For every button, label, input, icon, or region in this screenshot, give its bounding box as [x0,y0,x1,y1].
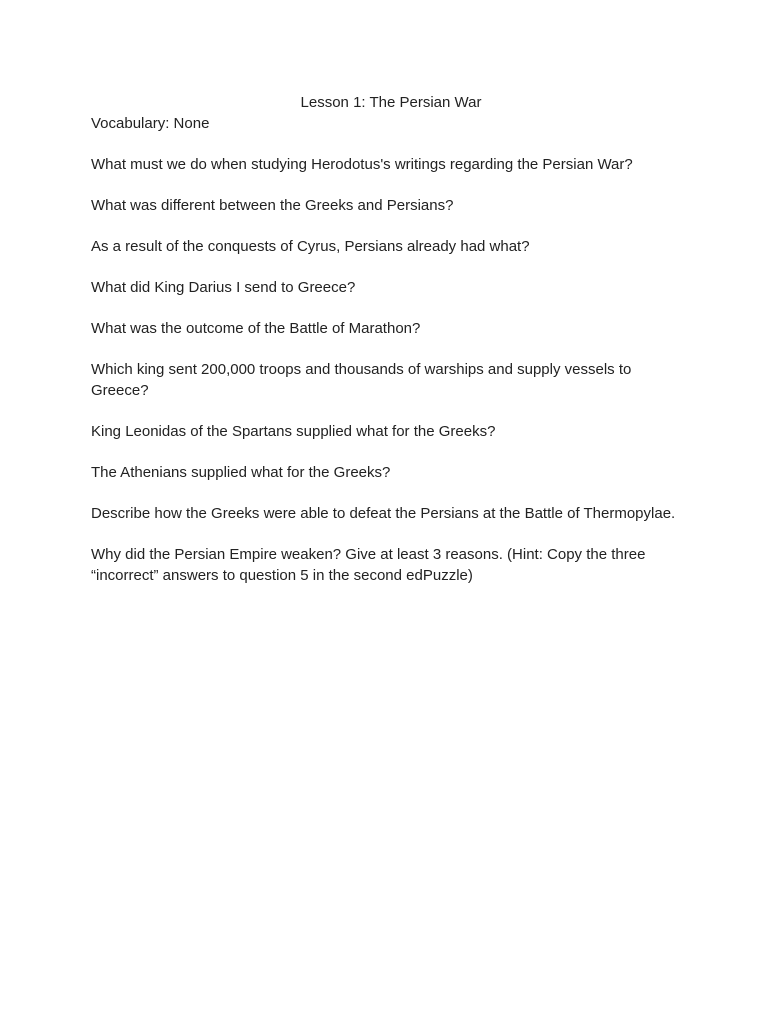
question-5: What was the outcome of the Battle of Marathon? [91,320,421,337]
question-4: What did King Darius I send to Greece? [91,279,356,296]
question-7: King Leonidas of the Spartans supplied what for the Greeks? [91,423,496,440]
question-9: Describe how the Greeks were able to defeat the Persians at the Battle of Thermopylae. [91,505,676,522]
question-2: What was different between the Greeks and Persians? [91,197,454,214]
document-body [91,92,691,586]
question-1: What must we do when studying Herodotus's writings regarding the Persian War? [91,156,633,173]
question-3: As a result of the conquests of Cyrus, Persians already had what? [91,238,530,255]
vocabulary-line: Vocabulary: None [91,115,210,132]
question-10: Why did the Persian Empire weaken? Give at least 3 reasons. (Hint: Copy the three “incorrect” answers to question 5 in the second edPuzzle) [91,546,646,584]
question-6: Which king sent 200,000 troops and thousands of warships and supply vessels to Greece? [91,361,632,399]
question-8: The Athenians supplied what for the Greeks? [91,464,391,481]
lesson-title: Lesson 1: The Persian War [300,94,482,111]
